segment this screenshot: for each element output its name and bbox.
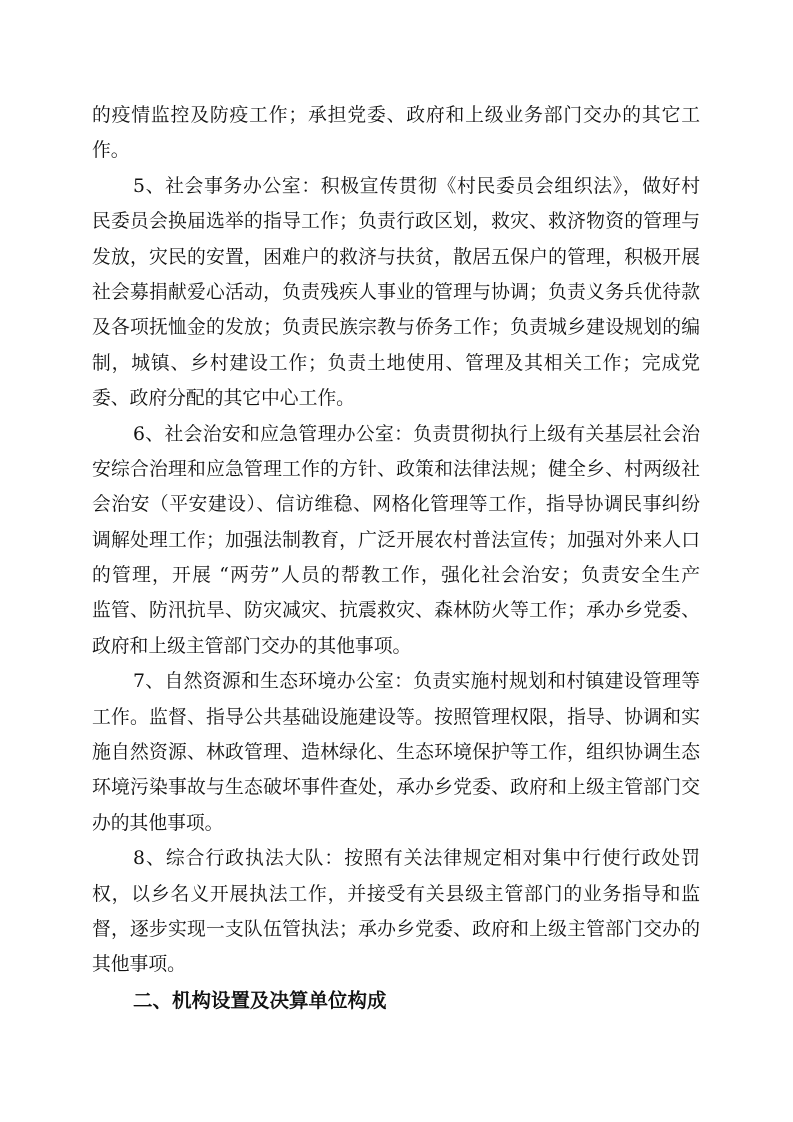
paragraph-continuation xyxy=(92,98,700,169)
text-line: 及各项抚恤金的发放；负责民族宗教与侨务工作；负责城乡建设规划的编 xyxy=(92,317,700,339)
text-line: 办的其他事项。 xyxy=(92,812,224,834)
document-body xyxy=(92,98,700,1018)
text-line: 权，以乡名义开展执法工作，并接受有关县级主管部门的业务指导和监 xyxy=(92,883,700,905)
text-line: 社会募捐献爱心活动，负责残疾人事业的管理与协调；负责义务兵优待款 xyxy=(92,281,700,303)
text-line: 作。 xyxy=(92,140,130,162)
text-line: 5、社会事务办公室：积极宣传贯彻《村民委员会组织法》，做好村 xyxy=(133,175,700,197)
text-line: 发放，灾民的安置，困难户的救济与扶贫，散居五保户的管理，积极开展 xyxy=(92,246,700,268)
text-line: 民委员会换届选举的指导工作；负责行政区划，救灾、救济物资的管理与 xyxy=(92,211,700,233)
paragraph-item8-law-enforcement-brigade xyxy=(92,841,700,983)
text-line: 工作。监督、指导公共基础设施建设等。按照管理权限，指导、协调和实 xyxy=(92,706,700,728)
text-line: 的疫情监控及防疫工作；承担党委、政府和上级业务部门交办的其它工 xyxy=(92,105,700,126)
text-line: 施自然资源、林政管理、造林绿化、生态环境保护等工作，组织协调生态 xyxy=(92,742,700,764)
text-line: 7、自然资源和生态环境办公室：负责实施村规划和村镇建设管理等 xyxy=(133,671,700,693)
paragraph-item7-natural-resources-office xyxy=(92,664,700,841)
paragraph-item5-social-affairs-office xyxy=(92,169,700,417)
text-line: 制，城镇、乡村建设工作；负责土地使用、管理及其相关工作；完成党 xyxy=(92,352,700,374)
text-line: 监管、防汛抗旱、防灾减灾、抗震救灾、森林防火等工作；承办乡党委、 xyxy=(92,600,700,622)
text-line: 委、政府分配的其它中心工作。 xyxy=(92,388,355,410)
text-line: 督，逐步实现一支队伍管执法；承办乡党委、政府和上级主管部门交办的 xyxy=(92,918,700,940)
text-line: 调解处理工作；加强法制教育，广泛开展农村普法宣传；加强对外来人口 xyxy=(92,529,700,551)
section-heading-organization-setup xyxy=(92,983,700,1018)
text-line: 其他事项。 xyxy=(92,954,186,976)
text-line: 会治安（平安建设）、信访维稳、网格化管理等工作，指导协调民事纠纷 xyxy=(92,494,700,516)
text-line: 6、社会治安和应急管理办公室：负责贯彻执行上级有关基层社会治 xyxy=(133,423,700,445)
text-line: 政府和上级主管部门交办的其他事项。 xyxy=(92,635,412,657)
text-line: 环境污染事故与生态破坏事件查处，承办乡党委、政府和上级主管部门交 xyxy=(92,777,700,799)
section-heading-text: 二、机构设置及决算单位构成 xyxy=(133,988,387,1012)
text-line: 的管理，开展 “两劳”人员的帮教工作，强化社会治安；负责安全生产 xyxy=(92,565,700,587)
text-line: 8、综合行政执法大队：按照有关法律规定相对集中行使行政处罚 xyxy=(133,848,700,870)
text-line: 安综合治理和应急管理工作的方针、政策和法律法规；健全乡、村两级社 xyxy=(92,458,700,480)
paragraph-item6-public-security-office xyxy=(92,417,700,665)
